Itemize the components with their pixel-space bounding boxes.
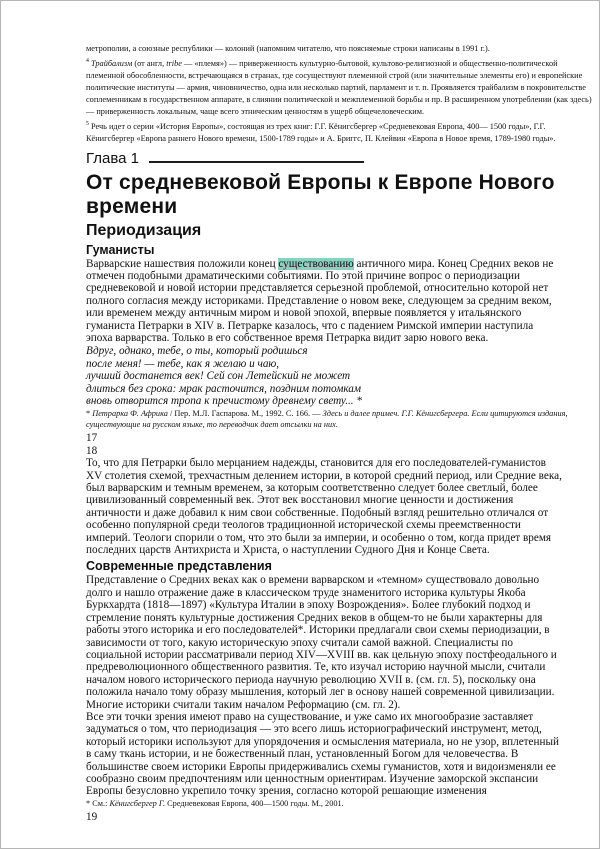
page-number-18: 18 bbox=[86, 444, 98, 457]
chapter-label: Глава 1 bbox=[86, 149, 140, 167]
footnote-continuation: метрополии, а союзные республики — колоний (напомним читателю, что поясняемые строки написаны в 1991 г.). bbox=[86, 44, 490, 53]
page-number-19: 19 bbox=[86, 811, 98, 824]
paragraph-humanists: Варварские нашествия положили конец существованию античного мира. Конец Средних веков не отмечен подобными драматическими событиями. По этой причине вопрос о периодизации средневековой и новой истории представляется серьезной проблемой, относительно которой нет полного согласия между историками. Представление о новом веке, следующем за средним веком, или временем между античным миром и новой эпохой, впервые появляется у итальянского гуманиста Петрарки в XIV в. Петрарке казалось, что с падением Римской империи наступила эпоха варварства. Только в его собственное время Петрарка видит зарю нового века. bbox=[86, 257, 554, 344]
footnote-4: $^4$ Трайбализм (от англ, tribe — «племя») — приверженность культурно-бытовой, культово-религиозной и общественно-политической племенной обособленности, встречающаяся в странах, где сосуществуют племенной строй (или значительные элементы его) и европейские политические институты — армия, чиновничество, одна или несколько партий, парламент и т. п. Проявляется трайбализм в покровительстве соплеменникам в государственном аппарате, в слиянии политической и межплеменной борьбы и пр. В расширенном употреблении (как здесь) — приверженность локальным, чаще всего этническим ценностям в ущерб общечеловеческим. bbox=[86, 58, 592, 116]
footnote-5: $^5$ Речь идет о серии «История Европы», состоящая из трех книг: Г.Г. Кёнигсбергер «Средневековая Европа, 400— 1500 годы», Г.Г. Кёнигсбергер «Европа раннего Нового времени, 1500-1789 годы» и А. Бриггс, П. Клейвин «Европа в Новое время, 1789-1980 годы». bbox=[86, 120, 556, 143]
chapter-rule-line bbox=[149, 150, 364, 163]
top-footnotes-block bbox=[86, 43, 592, 145]
paragraph-modern-views: Представление о Средних веках как о времени варварском и «темном» существовало довольно долго и нашло отражение даже в классическом труде знаменитого историка культуры Якоба Буркхардта (1818—1897) «Культура Италии в эпоху Возрождения». Более глубокий подход и стремление понять культурные достижения Средних веков в общем-то не были характерны для работы этого историка и его последователей*. Историки предлагали свои схемы периодизации, в зависимости от того, какую историческую эпоху считали самой важной. Специалисты по социальной истории рассматривали период XIV—XVIII вв. как цельную эпоху постфеодального и предреволюционного общественного развития. Те, кто изучал историю научной мысли, считали началом нового исторического периода научную революцию XVII в. (см. гл. 5), поскольку она положила начало тому образу мышления, который лег в основу нашей современной цивилизации. Многие историки считали таким началом Реформацию (см. гл. 2). bbox=[86, 574, 557, 711]
page-title: От средневековой Европы к Европе Нового времени bbox=[86, 170, 555, 218]
heading-modern-views: Современные представления bbox=[86, 559, 272, 574]
page-number-17: 17 bbox=[86, 432, 98, 445]
paragraph-humanist-scheme: То, что для Петрарки было мерцанием надежды, становится для его последователей-гуманистов XV столетия схемой, трехчастным делением истории, в которой средний период, или Средние века, был варварским и темным временем, за которым соответственно следует более светлый, более цивилизованный современный век. Этот век восстановил многие ценности и достижения античности и даже добавил к ним свои собственные. Подобный взгляд решительно отличался от особенно популярной среди теологов традиционной исторической схемы преемственности империй. Теологи спорили о том, что это были за империи, и особенно о том, когда придет время последних царств Антихриста и Христа, о наступлении Судного Дня и Конце Света. bbox=[86, 457, 562, 557]
heading-humanists: Гуманисты bbox=[86, 242, 155, 257]
heading-periodization: Периодизация bbox=[86, 221, 202, 239]
footnote-petrarch: * Петрарка Ф. Африка / Пер. М.Л. Гаспарова. М., 1992. С. 166. — Здесь и далее примеч. Г.Г. Кёнигсбергера. Если цитируются издания, существующие на русском языке, то переводчик дает отсылки на них. bbox=[86, 409, 568, 429]
footnote-koenigsberger: * См.: Кёнигсбергер Г. Средневековая Европа, 400—1500 годы. М., 2001. bbox=[86, 798, 344, 808]
verse-quote: Вдруг, однако, тебе, о ты, который родишься после меня! — тебе, как я желаю и чаю, лучший достанется век! Сей сон Летейский не может длиться без срока: мрак расточится, поздним потомкам вновь отворится тропа к пречистому древнему свету... * bbox=[86, 345, 362, 407]
highlighted-text: существованию bbox=[278, 257, 354, 270]
chapter-heading bbox=[86, 150, 591, 168]
paragraph-conclusion: Все эти точки зрения имеют право на существование, и уже само их многообразие заставляет задуматься о том, что периодизация — это всего лишь историографический инструмент, метод, который историки используют для упорядочения и осмысления материала, но не узор, вплетенный в саму ткань истории, и не божественный план, установленный Богом для человечества. В большинстве своем историки Европы придерживались схемы гуманистов, хотя и видоизменяли ее сообразно своим предпочтениям или ценностным ориентирам. Изучение заморской экспансии Европы безусловно укрепило точку зрения, согласно которой решающие изменения bbox=[86, 710, 559, 798]
